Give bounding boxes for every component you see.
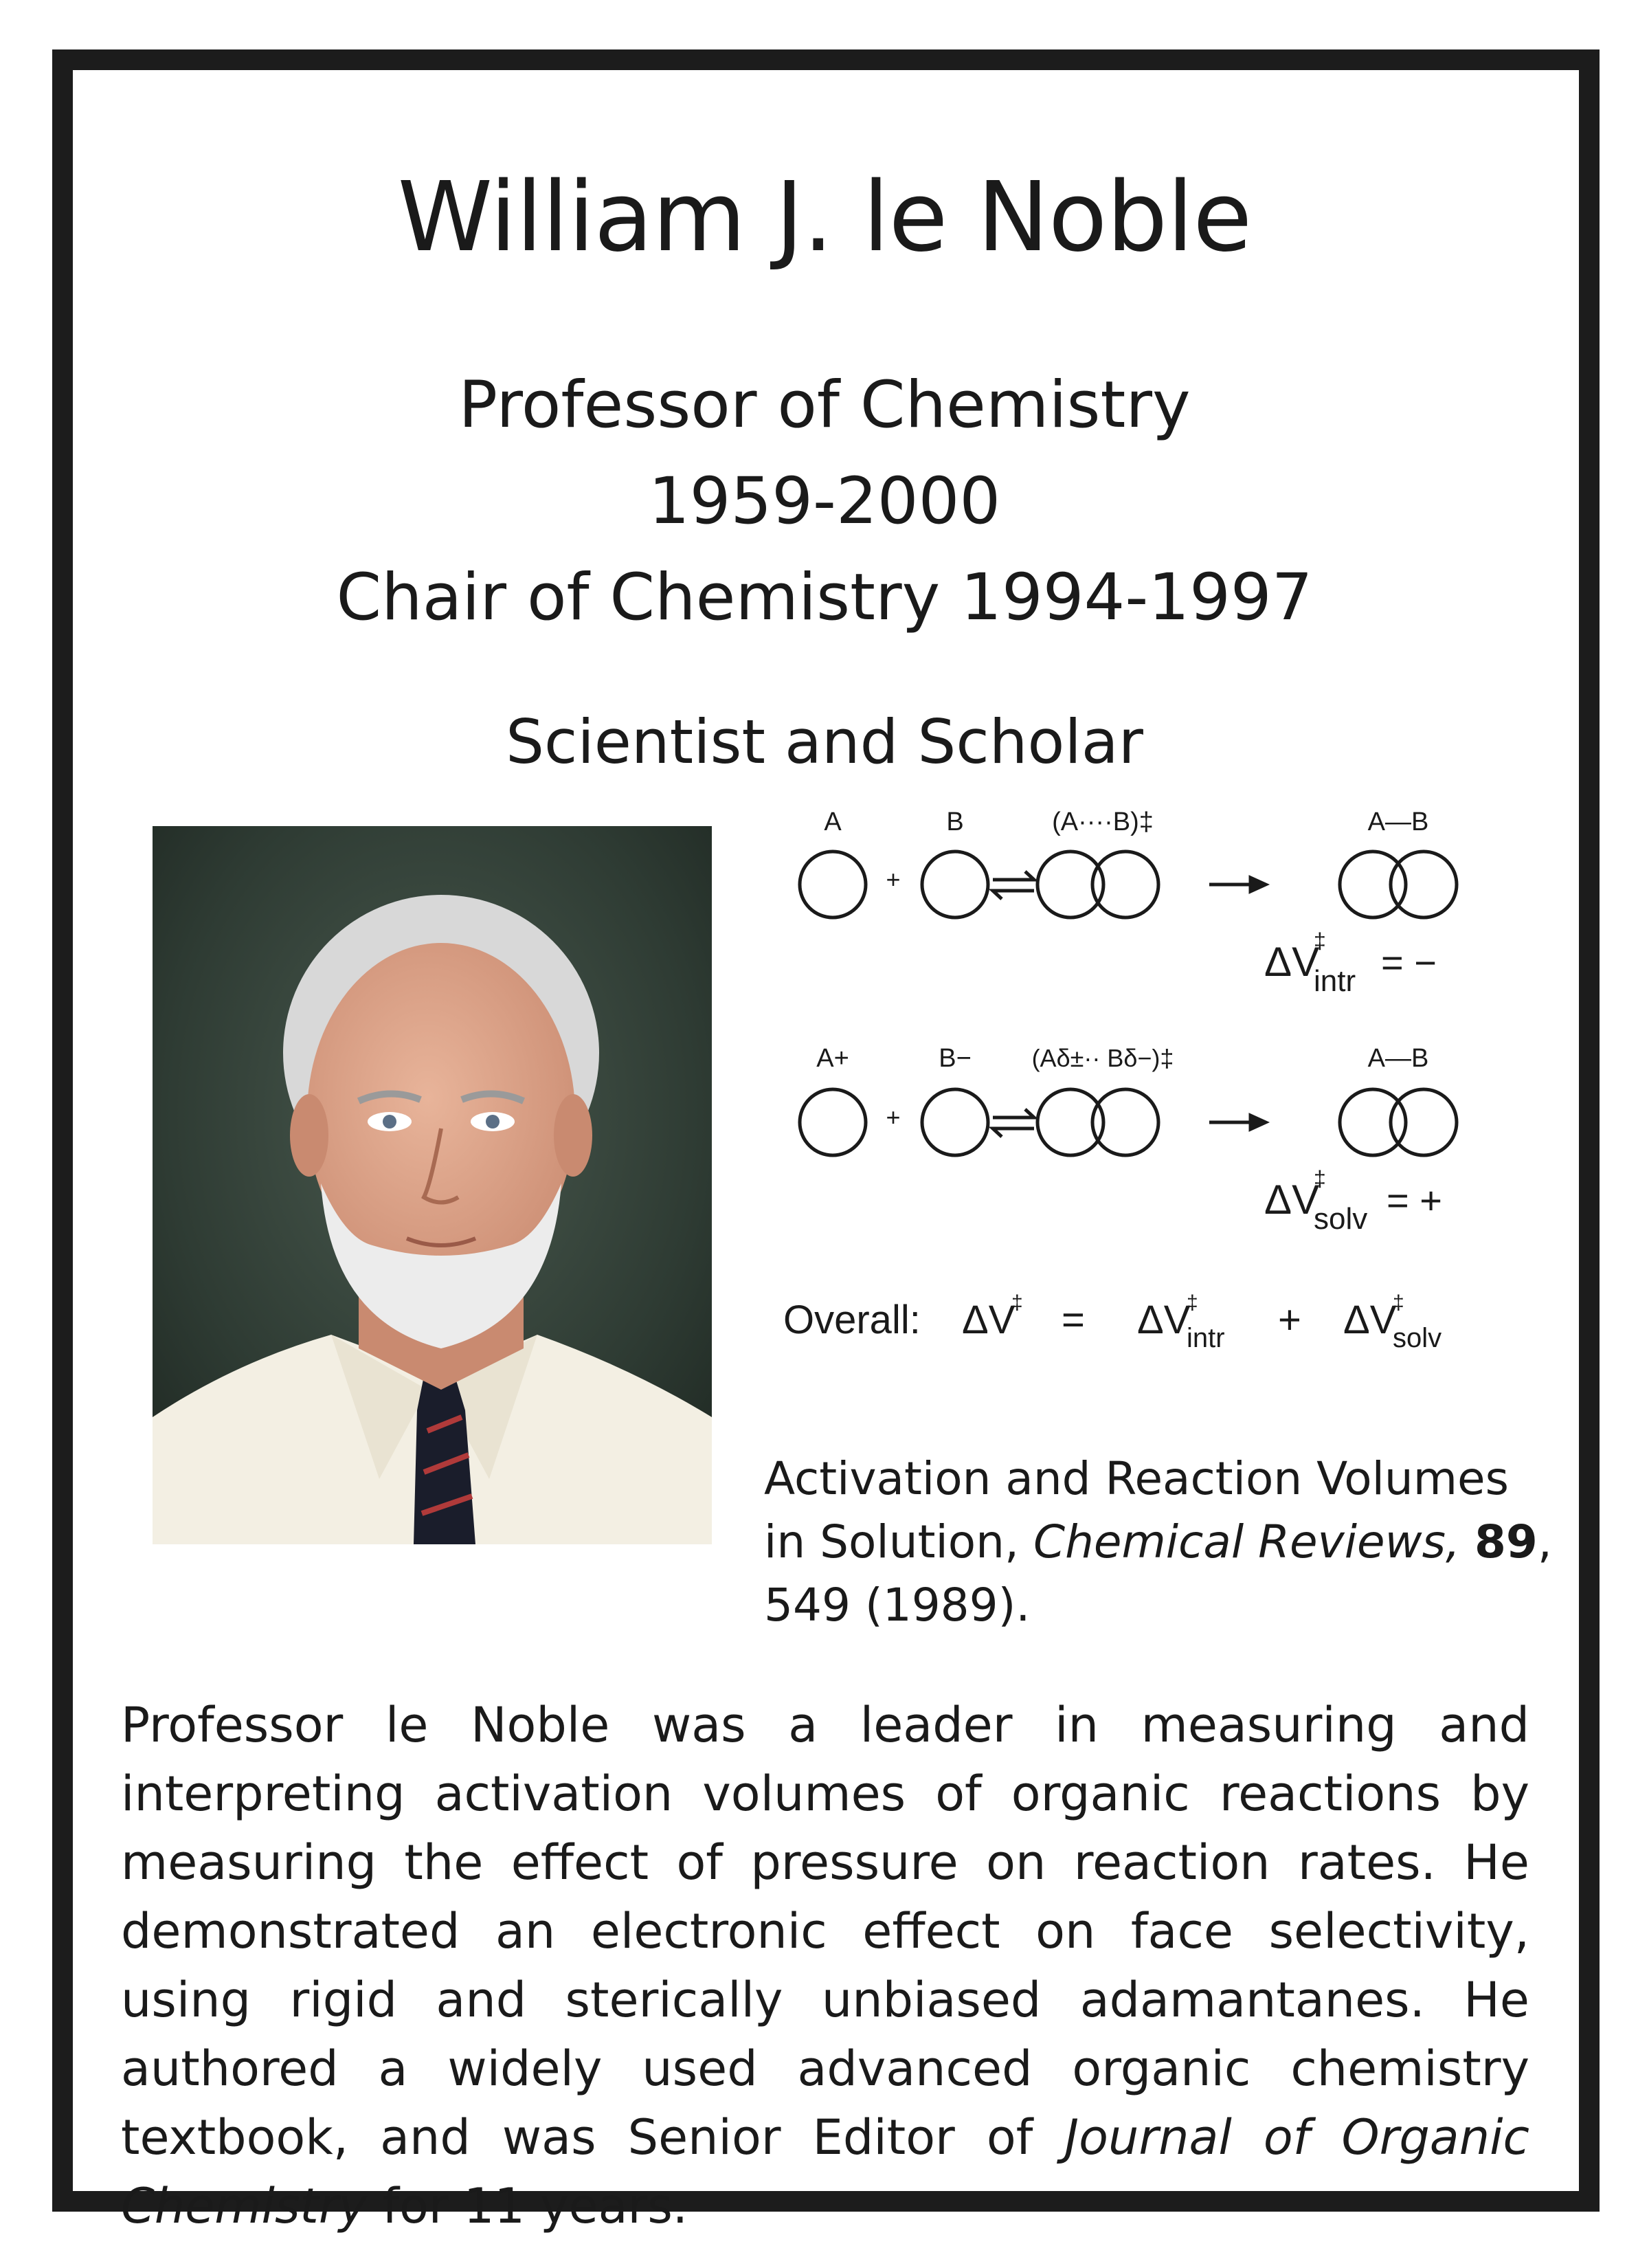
product-circle-a xyxy=(1340,1089,1406,1155)
label-b: B xyxy=(946,808,964,836)
biography-text: Professor le Noble was a leader in measuring and interpreting activation volumes of organic reactions by measuring the effect of pressure on reaction rates. He demonstrated an electronic effect on face selectivity, using rigid and sterically unbiased adamantanes. He authored a widely used advanced organic chemistry textbook, and was Senior Editor of xyxy=(121,1697,1529,2166)
reaction-volume-diagram xyxy=(756,804,1512,1368)
svg-text:ΔV: ΔV xyxy=(1343,1298,1397,1342)
delta-v-solv-sign: = + xyxy=(1387,1179,1442,1222)
svg-text:‡: ‡ xyxy=(1187,1291,1198,1314)
svg-text:‡: ‡ xyxy=(1393,1291,1404,1314)
reactant-b-circle xyxy=(922,852,988,918)
citation-title: Activation and Reaction Volumes in Solution, xyxy=(764,1452,1510,1568)
citation-pages-year: , 549 (1989). xyxy=(764,1515,1552,1632)
tenure-years: 1959-2000 xyxy=(648,464,1001,539)
product-circle-a xyxy=(1340,852,1406,918)
delta-v-intr-sign: = − xyxy=(1381,941,1437,984)
reactant-a-cation-circle xyxy=(800,1089,866,1155)
tagline: Scientist and Scholar xyxy=(506,707,1143,777)
svg-text:ΔV: ΔV xyxy=(962,1298,1016,1342)
product-circle-b xyxy=(1391,1089,1457,1155)
product-circle-b xyxy=(1391,852,1457,918)
biography-paragraph xyxy=(121,1691,1529,2241)
label-polar-transition-state: (Aδ±·· Bδ−)‡ xyxy=(1031,1044,1174,1072)
label-transition-state: (A····B)‡ xyxy=(1052,808,1154,836)
reactant-a-circle xyxy=(800,852,866,918)
delta-v-solv-subscript: solv xyxy=(1314,1202,1368,1236)
label-product: A—B xyxy=(1367,808,1429,836)
label-a: A xyxy=(824,808,842,836)
chair-title: Chair of Chemistry 1994-1997 xyxy=(336,560,1313,635)
publication-citation xyxy=(764,1447,1554,1637)
delta-v-solvation: ΔV xyxy=(1264,1177,1320,1223)
reactant-b-anion-circle xyxy=(922,1089,988,1155)
equilibrium-arrow xyxy=(993,1109,1034,1118)
citation-journal: Chemical Reviews, xyxy=(1033,1515,1460,1568)
position-title: Professor of Chemistry xyxy=(458,368,1191,443)
overall-equals: = xyxy=(1062,1298,1085,1342)
plus-sign: + xyxy=(886,1103,901,1131)
label-a-cation: A+ xyxy=(816,1044,849,1073)
overall-solv-subscript: solv xyxy=(1393,1323,1442,1353)
svg-text:‡: ‡ xyxy=(1314,1166,1326,1191)
svg-text:‡: ‡ xyxy=(1011,1291,1023,1314)
equilibrium-arrow xyxy=(993,871,1034,880)
biography-text-end: for 11 years. xyxy=(367,2178,688,2234)
portrait-photo xyxy=(153,826,712,1544)
label-product: A—B xyxy=(1367,1044,1429,1073)
overall-intr-subscript: intr xyxy=(1187,1323,1225,1353)
label-b-anion: B− xyxy=(939,1044,972,1073)
svg-text:‡: ‡ xyxy=(1314,929,1326,953)
biography-journal: Journal of Organic Chemistry xyxy=(121,2109,1529,2234)
overall-label: Overall: xyxy=(783,1298,921,1342)
plus-sign: + xyxy=(886,865,901,893)
citation-volume: 89 xyxy=(1474,1515,1538,1568)
delta-v-intrinsic: ΔV xyxy=(1264,939,1320,985)
page-title: William J. le Noble xyxy=(397,162,1252,274)
svg-text:ΔV: ΔV xyxy=(1137,1298,1191,1342)
overall-plus: + xyxy=(1278,1298,1301,1342)
delta-v-intr-subscript: intr xyxy=(1314,964,1356,998)
